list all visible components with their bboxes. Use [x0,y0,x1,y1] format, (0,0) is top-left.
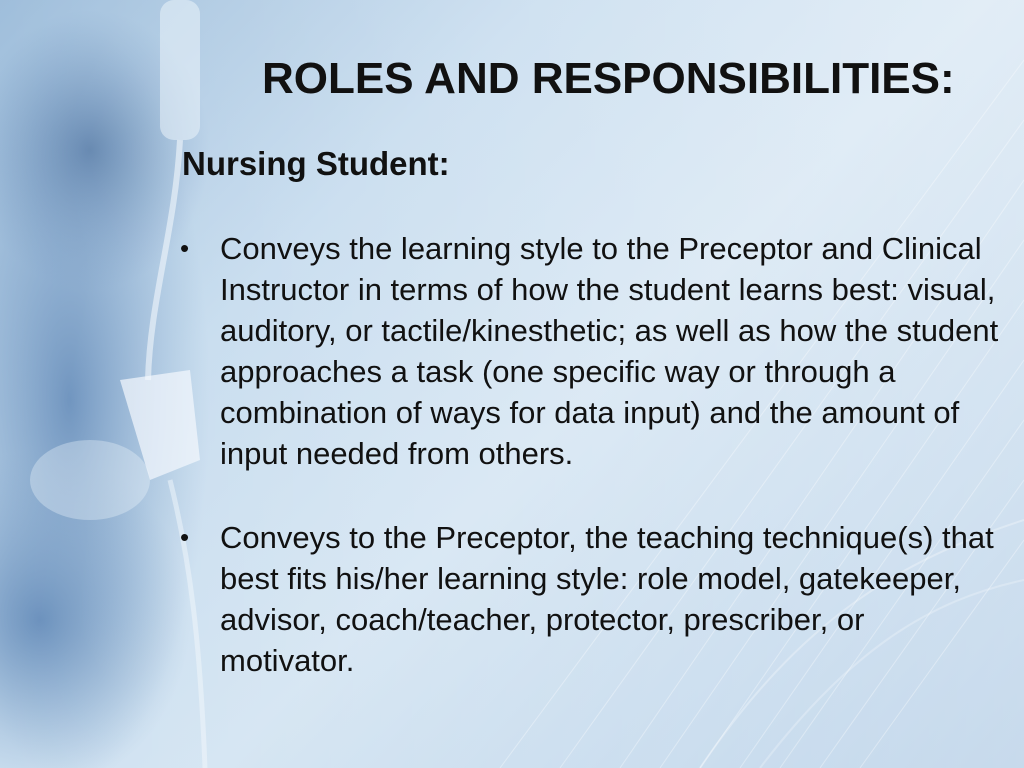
section-subheading: Nursing Student: [182,145,450,182]
bullet-item [180,228,1000,474]
bullet-list [180,228,1000,681]
bullet-text: Conveys the learning style to the Preceptor and Clinical Instructor in terms of how the student learns best: visual, auditory, or tactile/kinesthetic; as well as how the student approaches a task (one specific way or through a combination of ways for data input) and the amount of input needed from others. [220,231,999,471]
slide-title: ROLES AND RESPONSIBILITIES: [262,54,955,103]
bullet-item [180,517,1000,681]
bullet-dot-icon: • [180,522,190,552]
bullet-text: Conveys to the Preceptor, the teaching technique(s) that best fits his/her learning style: role model, gatekeeper, advisor, coach/teacher, protector, prescriber, or motivator. [220,520,994,678]
bullet-dot-icon: • [180,233,190,263]
